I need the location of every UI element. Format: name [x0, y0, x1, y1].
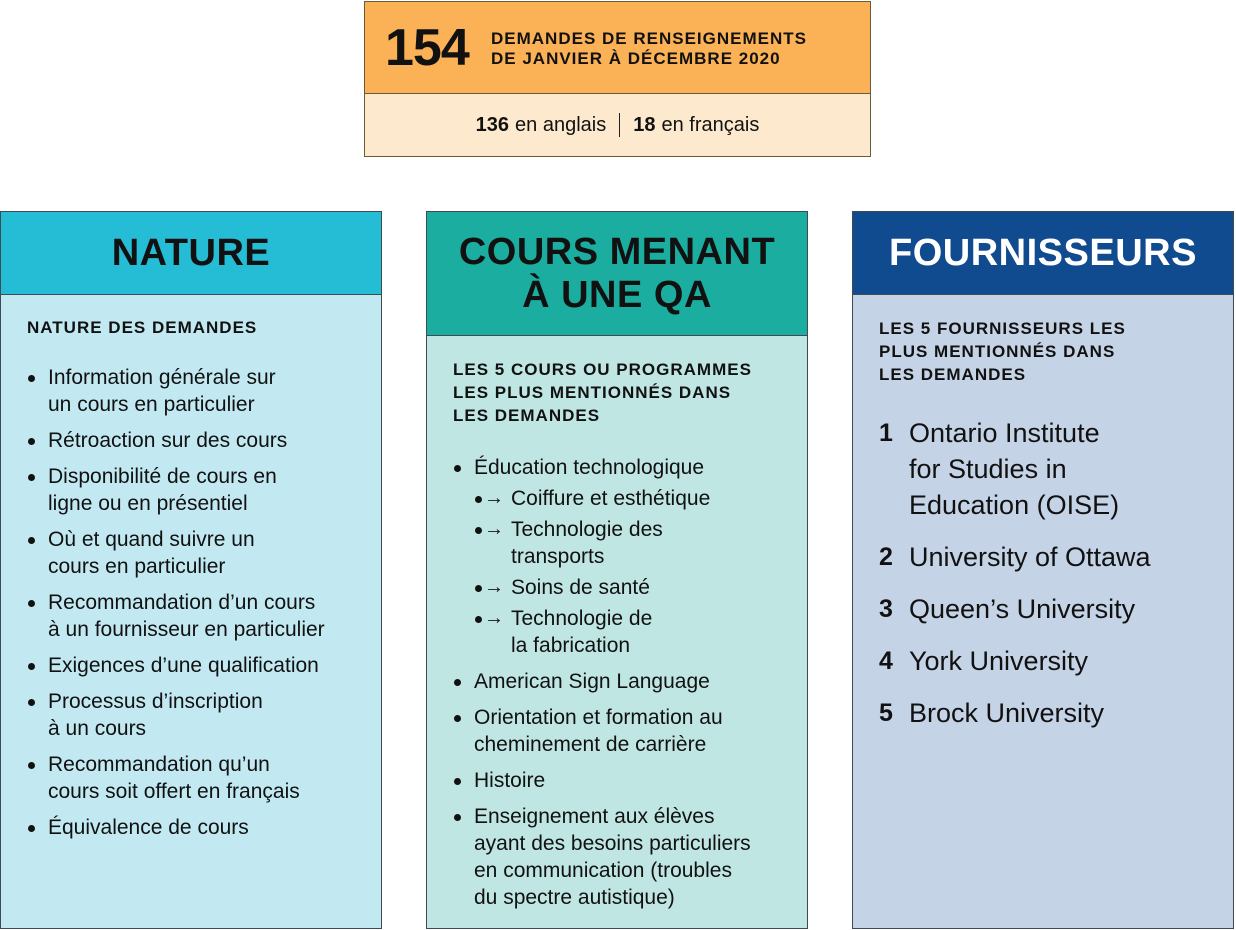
provider-name: York University — [909, 646, 1089, 676]
provider-rank: 4 — [879, 647, 893, 675]
cours-list — [453, 454, 807, 911]
provider-rank: 2 — [879, 543, 893, 571]
list-item: Disponibilité de cours en ligne ou en présentiel — [27, 463, 381, 517]
cours-subtitle: LES 5 COURS OU PROGRAMMES LES PLUS MENTIONNÉS DANS LES DEMANDES — [453, 360, 752, 425]
list-item: Équivalence de cours — [27, 814, 381, 841]
list-item: American Sign Language — [453, 668, 807, 695]
arrow-right-icon: → — [484, 518, 504, 540]
provider-name: University of Ottawa — [909, 542, 1151, 572]
cours-panel — [426, 211, 808, 929]
cours-body — [427, 336, 807, 911]
nature-body — [1, 295, 381, 841]
english-count: 136 — [475, 113, 510, 136]
fournisseurs-title: FOURNISSEURS — [853, 212, 1233, 295]
sublist-item: → Technologie des transports — [474, 516, 807, 570]
summary-header — [365, 2, 870, 94]
provider-name: Brock University — [909, 698, 1105, 728]
arrow-right-icon: → — [484, 576, 504, 598]
cours-sublist — [474, 485, 807, 659]
total-requests-caption: DEMANDES DE RENSEIGNEMENTS DE JANVIER À DÉCEMBRE 2020 — [491, 29, 807, 68]
list-item: Rétroaction sur des cours — [27, 427, 381, 454]
fournisseurs-body — [853, 295, 1233, 731]
provider-item — [879, 591, 1233, 627]
french-count: 18 — [633, 113, 656, 136]
list-item: Recommandation d’un cours à un fournisseur en particulier — [27, 589, 381, 643]
nature-subtitle: NATURE DES DEMANDES — [27, 318, 258, 337]
divider — [619, 113, 620, 137]
summary-box — [364, 1, 871, 157]
nature-panel — [0, 211, 382, 929]
list-item: Orientation et formation au cheminement de carrière — [453, 704, 807, 758]
list-item: Exigences d’une qualification — [27, 652, 381, 679]
arrow-right-icon: → — [484, 487, 504, 509]
sublist-item: → Soins de santé — [474, 574, 807, 601]
nature-list — [27, 364, 381, 841]
arrow-right-icon: → — [484, 607, 504, 629]
provider-name: Queen’s University — [909, 594, 1136, 624]
sublist-item: → Technologie de la fabrication — [474, 605, 807, 659]
provider-item — [879, 695, 1233, 731]
list-item: Information générale sur un cours en particulier — [27, 364, 381, 418]
provider-rank: 5 — [879, 699, 893, 727]
language-breakdown — [365, 94, 870, 156]
list-item: Histoire — [453, 767, 807, 794]
provider-name: Education (OISE) — [909, 490, 1120, 520]
sublist-item: → Coiffure et esthétique — [474, 485, 807, 512]
list-item: Recommandation qu’un cours soit offert en français — [27, 751, 381, 805]
fournisseurs-subtitle: LES 5 FOURNISSEURS LES PLUS MENTIONNÉS DANS LES DEMANDES — [879, 319, 1126, 384]
provider-item — [879, 415, 1233, 523]
total-requests-number: 154 — [385, 19, 469, 77]
providers-list — [879, 415, 1233, 731]
provider-rank: 1 — [879, 419, 893, 447]
cours-title: COURS MENANT À UNE QA — [427, 212, 807, 336]
list-item: Processus d’inscription à un cours — [27, 688, 381, 742]
provider-name: Ontario Institute — [909, 418, 1100, 448]
provider-item — [879, 643, 1233, 679]
provider-name: for Studies in — [909, 454, 1067, 484]
fournisseurs-panel — [852, 211, 1234, 929]
french-label: en français — [661, 113, 760, 136]
list-item: Enseignement aux élèves ayant des besoins particuliers en communication (troubles du spectre autistique) — [453, 803, 807, 911]
list-item: Éducation technologique → Coiffure et esthétique → Technologie des transports → Soins de santé → Technologie de la fabrication — [453, 454, 807, 659]
english-label: en anglais — [515, 113, 607, 136]
list-item: Où et quand suivre un cours en particulier — [27, 526, 381, 580]
provider-item — [879, 539, 1233, 575]
nature-title: NATURE — [1, 212, 381, 295]
provider-rank: 3 — [879, 595, 893, 623]
